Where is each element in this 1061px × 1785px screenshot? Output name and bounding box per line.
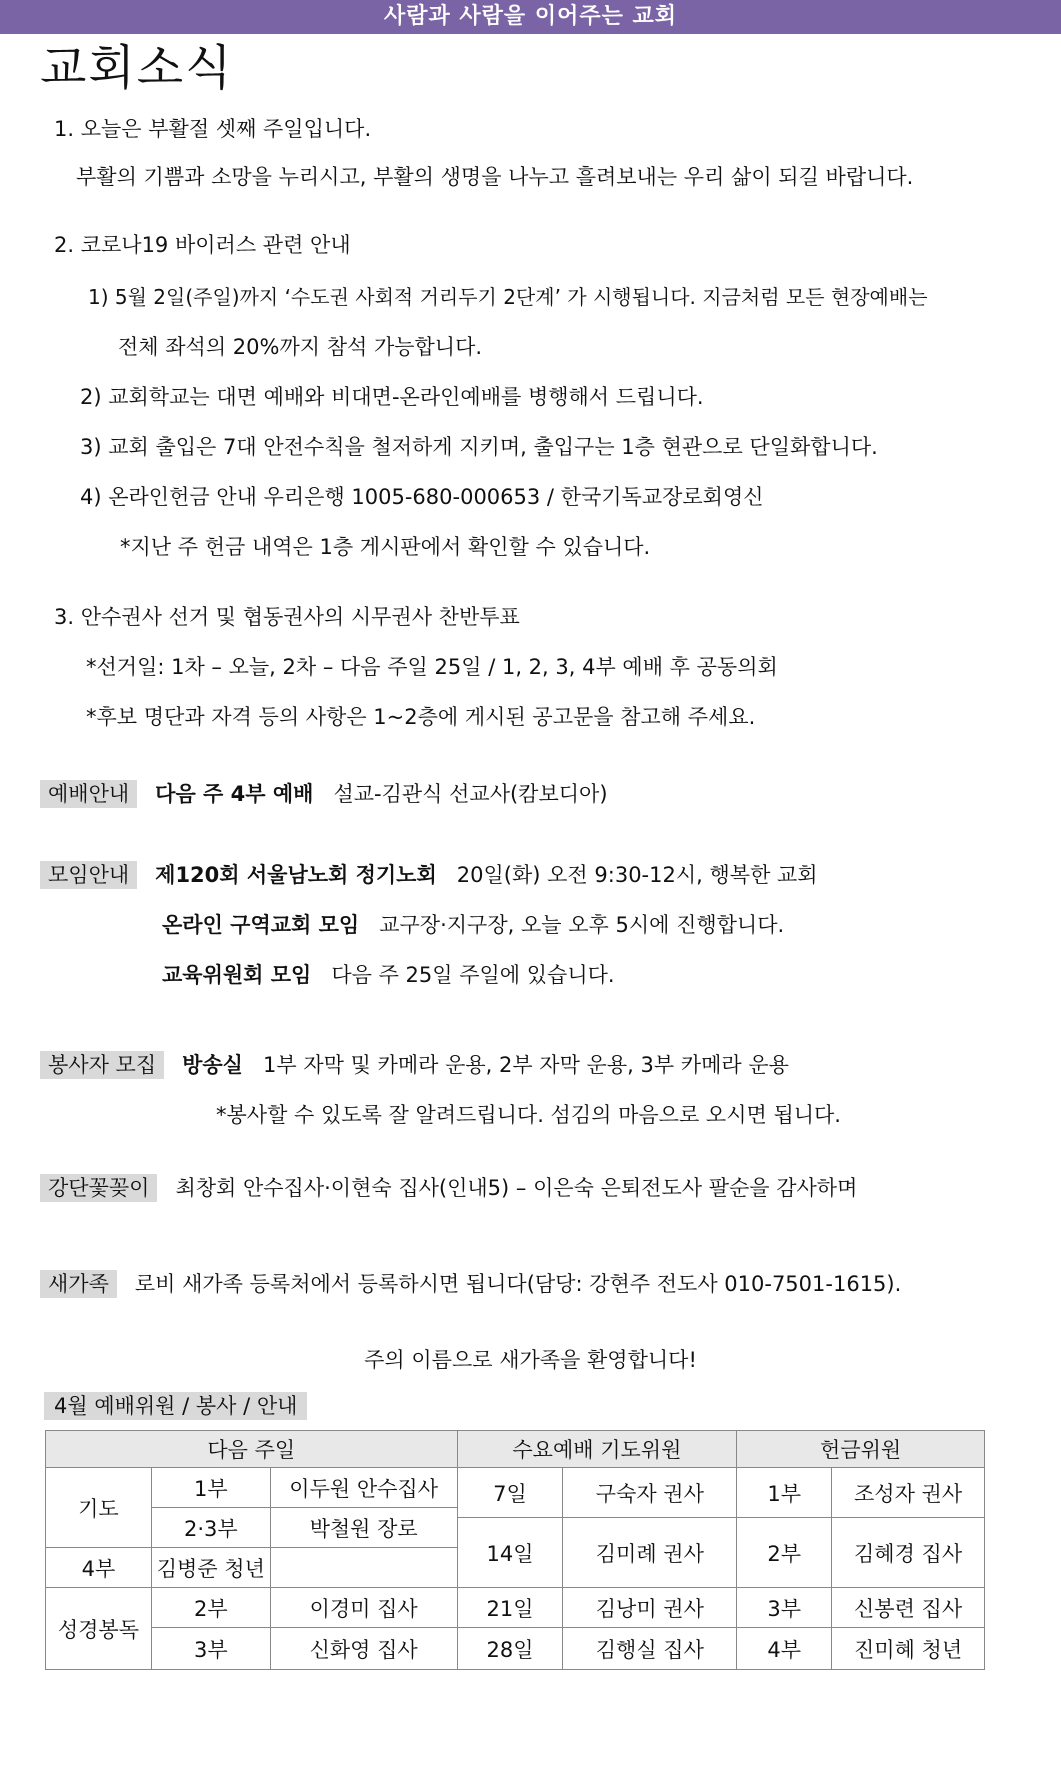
name-cell: 구숙자 권사	[563, 1468, 737, 1518]
header-offering: 헌금위원	[737, 1431, 985, 1468]
day-cell: 28일	[457, 1628, 563, 1670]
header-next-sunday: 다음 주일	[46, 1431, 458, 1468]
worship-label: 예배안내	[40, 780, 137, 808]
day-cell: 14일	[457, 1518, 563, 1588]
meeting-bold: 교육위원회 모임	[162, 963, 312, 987]
name-cell: 김행실 집사	[563, 1628, 737, 1670]
part-cell: 3부	[737, 1588, 832, 1628]
news-item-2-line: 전체 좌석의 20%까지 참석 가능합니다.	[118, 335, 483, 359]
part-cell: 1부	[737, 1468, 832, 1518]
day-cell: 7일	[457, 1468, 563, 1518]
name-cell: 이두원 안수집사	[270, 1468, 457, 1508]
part-cell: 1부	[151, 1468, 270, 1508]
meeting-bold: 제120회 서울남노회 정기노회	[155, 863, 437, 887]
name-cell: 김병준 청년	[151, 1548, 270, 1588]
news-item-1-heading: 1. 오늘은 부활절 셋째 주일입니다.	[54, 117, 372, 141]
news-item-2-line: 1) 5월 2일(주일)까지 ‘수도권 사회적 거리두기 2단계’ 가 시행됩니다. 지금처럼 모든 현장예배는	[88, 285, 928, 309]
flowers-label: 강단꽃꽂이	[40, 1174, 157, 1202]
welcome-message: 주의 이름으로 새가족을 환영합니다!	[364, 1348, 697, 1372]
part-cell: 2·3부	[151, 1508, 270, 1548]
table-row	[46, 1588, 985, 1598]
volunteer-text: 1부 자막 및 카메라 운용, 2부 자막 운용, 3부 카메라 운용	[263, 1053, 789, 1077]
news-item-2-line: 3) 교회 출입은 7대 안전수칙을 철저하게 지키며, 출입구는 1층 현관으로 단일화합니다.	[80, 435, 878, 459]
meeting-text: 교구장·지구장, 오늘 오후 5시에 진행합니다.	[379, 913, 785, 937]
table-header-row	[46, 1431, 985, 1468]
meeting-text: 다음 주 25일 주일에 있습니다.	[331, 963, 615, 987]
meeting-text: 20일(화) 오전 9:30-12시, 행복한 교회	[456, 863, 818, 887]
worship-section	[40, 779, 608, 809]
meeting-bold: 온라인 구역교회 모임	[162, 913, 360, 937]
meeting-row	[162, 960, 615, 990]
volunteer-section	[40, 1050, 789, 1080]
meeting-label: 모임안내	[40, 861, 137, 889]
newfamily-text: 로비 새가족 등록처에서 등록하시면 됩니다(담당: 강현주 전도사 010-7501-1615).	[134, 1272, 902, 1296]
duty-table	[45, 1430, 985, 1670]
news-item-2-line: 4) 온라인헌금 안내 우리은행 1005-680-000653 / 한국기독교장로회영신	[80, 485, 764, 509]
duty-table-title: 4월 예배위원 / 봉사 / 안내	[44, 1392, 307, 1420]
worship-text: 설교-김관식 선교사(캄보디아)	[333, 782, 608, 806]
worship-bold: 다음 주 4부 예배	[155, 782, 314, 806]
news-item-2-heading: 2. 코로나19 바이러스 관련 안내	[54, 233, 351, 257]
name-cell: 조성자 권사	[832, 1468, 985, 1518]
name-cell: 신봉련 집사	[832, 1588, 985, 1628]
name-cell: 박철원 장로	[270, 1508, 457, 1548]
meeting-row	[162, 910, 784, 940]
newfamily-label: 새가족	[40, 1270, 117, 1298]
name-cell: 김낭미 권사	[563, 1588, 737, 1628]
name-cell: 김미례 권사	[563, 1518, 737, 1588]
news-item-3-line: *선거일: 1차 – 오늘, 2차 – 다음 주일 25일 / 1, 2, 3, 4부 예배 후 공동의회	[86, 655, 778, 679]
part-cell: 3부	[151, 1628, 270, 1670]
news-item-1-line: 부활의 기쁨과 소망을 누리시고, 부활의 생명을 나누고 흘려보내는 우리 삶이 되길 바랍니다.	[76, 165, 914, 189]
bible-label: 성경봉독	[46, 1588, 152, 1670]
part-cell: 2부	[737, 1518, 832, 1588]
page-title: 교회소식	[40, 40, 234, 96]
news-item-2-line: *지난 주 헌금 내역은 1층 게시판에서 확인할 수 있습니다.	[120, 535, 651, 559]
volunteer-note: *봉사할 수 있도록 잘 알려드립니다. 섬김의 마음으로 오시면 됩니다.	[216, 1103, 841, 1127]
church-banner: 사람과 사람을 이어주는 교회	[0, 0, 1061, 34]
name-cell: 진미혜 청년	[832, 1628, 985, 1670]
flowers-text: 최창회 안수집사·이현숙 집사(인내5) – 이은숙 은퇴전도사 팔순을 감사하며	[175, 1176, 858, 1200]
prayer-label: 기도	[46, 1468, 152, 1548]
header-wednesday: 수요예배 기도위원	[457, 1431, 737, 1468]
newfamily-section	[40, 1269, 901, 1299]
news-item-2-line: 2) 교회학교는 대면 예배와 비대면-온라인예배를 병행해서 드립니다.	[80, 385, 704, 409]
part-cell: 4부	[46, 1548, 152, 1588]
day-cell: 21일	[457, 1588, 563, 1628]
volunteer-label: 봉사자 모집	[40, 1051, 164, 1079]
news-item-3-heading: 3. 안수권사 선거 및 협동권사의 시무권사 찬반투표	[54, 605, 520, 629]
name-cell: 이경미 집사	[270, 1588, 457, 1628]
part-cell: 2부	[151, 1588, 270, 1628]
table-row	[46, 1468, 985, 1508]
name-cell: 신화영 집사	[270, 1628, 457, 1670]
table-row	[46, 1628, 985, 1670]
news-item-3-line: *후보 명단과 자격 등의 사항은 1~2층에 게시된 공고문을 참고해 주세요.	[86, 705, 756, 729]
flowers-section	[40, 1173, 857, 1203]
volunteer-bold: 방송실	[182, 1053, 243, 1077]
meeting-section	[40, 860, 818, 890]
part-cell: 4부	[737, 1628, 832, 1670]
name-cell: 김혜경 집사	[832, 1518, 985, 1588]
